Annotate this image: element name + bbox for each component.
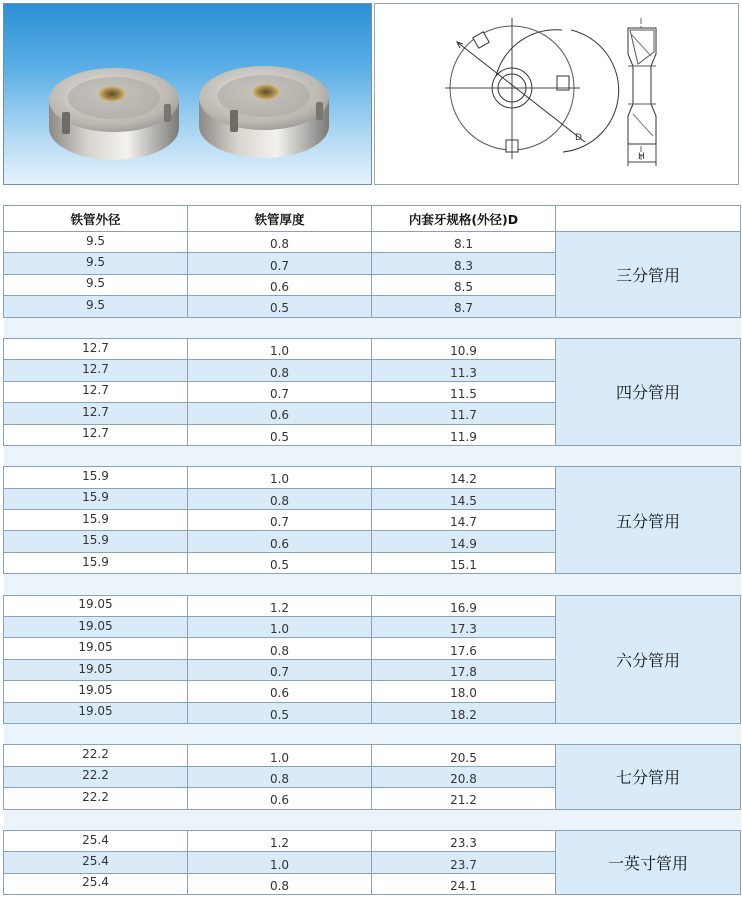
- cell-pipe-thickness: 0.5: [188, 296, 372, 317]
- table-header-row: [4, 206, 741, 232]
- dimension-label-h: H: [638, 152, 645, 162]
- cell-insert-thread-od: 24.1: [372, 873, 556, 894]
- cell-insert-thread-od: 14.2: [372, 467, 556, 488]
- cell-pipe-od: 22.2: [4, 745, 188, 766]
- separator-cell: [4, 574, 741, 595]
- group-label: 七分管用: [556, 745, 741, 809]
- group-label: 三分管用: [556, 232, 741, 318]
- cell-insert-thread-od: 8.5: [372, 274, 556, 295]
- table-body: [4, 232, 741, 895]
- spec-table-wrap: [3, 205, 740, 895]
- header-blank: [556, 206, 741, 232]
- cell-insert-thread-od: 15.1: [372, 552, 556, 573]
- cell-insert-thread-od: 8.7: [372, 296, 556, 317]
- separator-cell: [4, 809, 741, 830]
- cell-pipe-thickness: 1.0: [188, 467, 372, 488]
- cell-pipe-thickness: 1.0: [188, 338, 372, 359]
- cell-insert-thread-od: 16.9: [372, 595, 556, 616]
- cell-pipe-thickness: 0.7: [188, 510, 372, 531]
- cell-pipe-thickness: 1.2: [188, 830, 372, 851]
- table-row: [4, 595, 741, 616]
- cell-pipe-thickness: 0.7: [188, 659, 372, 680]
- cell-pipe-od: 12.7: [4, 381, 188, 402]
- cell-pipe-od: 15.9: [4, 510, 188, 531]
- cell-insert-thread-od: 8.1: [372, 232, 556, 253]
- cell-pipe-od: 12.7: [4, 424, 188, 445]
- cell-pipe-thickness: 0.6: [188, 681, 372, 702]
- separator-cell: [4, 317, 741, 338]
- cell-insert-thread-od: 17.3: [372, 617, 556, 638]
- cell-pipe-thickness: 0.8: [188, 232, 372, 253]
- header-pipe-od: 铁管外径: [4, 206, 188, 232]
- table-row: [4, 830, 741, 851]
- cell-pipe-od: 15.9: [4, 531, 188, 552]
- cell-pipe-od: 25.4: [4, 852, 188, 873]
- cell-insert-thread-od: 10.9: [372, 338, 556, 359]
- cell-insert-thread-od: 11.7: [372, 403, 556, 424]
- group-label: 一英寸管用: [556, 830, 741, 894]
- cell-pipe-od: 19.05: [4, 659, 188, 680]
- cell-pipe-od: 12.7: [4, 338, 188, 359]
- cell-pipe-od: 15.9: [4, 488, 188, 509]
- group-label: 六分管用: [556, 595, 741, 723]
- nut-right: [199, 66, 329, 158]
- cell-pipe-od: 19.05: [4, 638, 188, 659]
- group-label: 四分管用: [556, 338, 741, 445]
- cell-insert-thread-od: 18.2: [372, 702, 556, 723]
- cell-insert-thread-od: 11.3: [372, 360, 556, 381]
- cell-pipe-od: 19.05: [4, 617, 188, 638]
- cell-pipe-thickness: 0.8: [188, 360, 372, 381]
- cell-insert-thread-od: 14.7: [372, 510, 556, 531]
- cell-pipe-thickness: 0.8: [188, 638, 372, 659]
- group-separator-row: [4, 445, 741, 466]
- product-banner: [0, 0, 742, 186]
- cell-insert-thread-od: 11.5: [372, 381, 556, 402]
- table-row: [4, 338, 741, 359]
- separator-cell: [4, 445, 741, 466]
- cell-insert-thread-od: 17.6: [372, 638, 556, 659]
- cell-pipe-thickness: 0.6: [188, 274, 372, 295]
- cell-pipe-thickness: 0.5: [188, 424, 372, 445]
- cell-pipe-thickness: 0.7: [188, 381, 372, 402]
- cell-pipe-od: 22.2: [4, 766, 188, 787]
- cell-pipe-od: 9.5: [4, 274, 188, 295]
- cell-pipe-od: 9.5: [4, 253, 188, 274]
- cell-pipe-od: 25.4: [4, 873, 188, 894]
- cell-pipe-thickness: 0.7: [188, 253, 372, 274]
- cell-pipe-thickness: 0.5: [188, 702, 372, 723]
- cell-pipe-thickness: 1.2: [188, 595, 372, 616]
- cell-pipe-od: 9.5: [4, 232, 188, 253]
- cell-pipe-od: 19.05: [4, 681, 188, 702]
- group-separator-row: [4, 317, 741, 338]
- table-row: [4, 467, 741, 488]
- cell-pipe-thickness: 0.5: [188, 552, 372, 573]
- front-view: [445, 18, 619, 159]
- group-separator-row: [4, 809, 741, 830]
- header-insert-thread-od: 内套牙规格(外径)D: [372, 206, 556, 232]
- cell-pipe-thickness: 0.6: [188, 531, 372, 552]
- nut-left: [49, 68, 179, 160]
- cell-insert-thread-od: 23.3: [372, 830, 556, 851]
- separator-cell: [4, 723, 741, 744]
- cell-insert-thread-od: 14.9: [372, 531, 556, 552]
- cell-insert-thread-od: 23.7: [372, 852, 556, 873]
- cell-pipe-thickness: 0.6: [188, 788, 372, 809]
- spec-table: [3, 205, 741, 895]
- cell-pipe-od: 12.7: [4, 360, 188, 381]
- cell-pipe-od: 9.5: [4, 296, 188, 317]
- cell-insert-thread-od: 11.9: [372, 424, 556, 445]
- cell-pipe-od: 25.4: [4, 830, 188, 851]
- cell-insert-thread-od: 20.8: [372, 766, 556, 787]
- cell-pipe-od: 19.05: [4, 595, 188, 616]
- cell-pipe-thickness: 0.8: [188, 873, 372, 894]
- cell-insert-thread-od: 8.3: [372, 253, 556, 274]
- product-photo: [3, 3, 372, 185]
- cell-pipe-od: 22.2: [4, 788, 188, 809]
- table-row: [4, 745, 741, 766]
- cell-insert-thread-od: 18.0: [372, 681, 556, 702]
- technical-drawing: [374, 3, 739, 185]
- cell-pipe-thickness: 1.0: [188, 852, 372, 873]
- cell-insert-thread-od: 14.5: [372, 488, 556, 509]
- group-separator-row: [4, 574, 741, 595]
- cell-pipe-od: 19.05: [4, 702, 188, 723]
- cell-pipe-thickness: 1.0: [188, 745, 372, 766]
- cell-insert-thread-od: 20.5: [372, 745, 556, 766]
- cell-pipe-od: 12.7: [4, 403, 188, 424]
- cell-insert-thread-od: 17.8: [372, 659, 556, 680]
- group-separator-row: [4, 723, 741, 744]
- header-pipe-thickness: 铁管厚度: [188, 206, 372, 232]
- cell-pipe-thickness: 0.8: [188, 766, 372, 787]
- cell-pipe-thickness: 0.6: [188, 403, 372, 424]
- dimension-label-d: D: [575, 133, 582, 143]
- side-view: [628, 18, 656, 166]
- group-label: 五分管用: [556, 467, 741, 574]
- cell-insert-thread-od: 21.2: [372, 788, 556, 809]
- cell-pipe-od: 15.9: [4, 467, 188, 488]
- cell-pipe-od: 15.9: [4, 552, 188, 573]
- cell-pipe-thickness: 1.0: [188, 617, 372, 638]
- cell-pipe-thickness: 0.8: [188, 488, 372, 509]
- table-row: [4, 232, 741, 253]
